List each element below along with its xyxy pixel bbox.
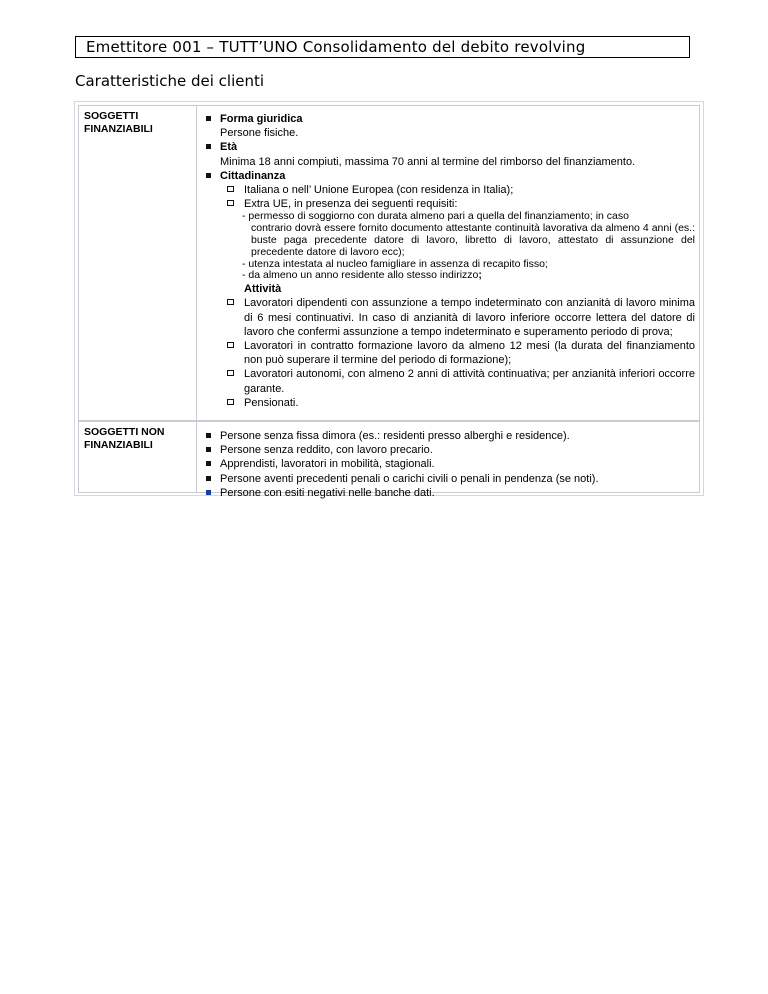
list-item-attivita-2: Lavoratori in contratto formazione lavoro da almeno 12 mesi (la durata del finanziamento non può superare il termine del periodo di formazione);: [204, 339, 695, 367]
list-item-cittadinanza-1: Italiana o nell’ Unione Europea (con residenza in Italia);: [204, 183, 695, 197]
document-header: [75, 36, 690, 58]
list-item: Apprendisti, lavoratori in mobilità, stagionali.: [204, 457, 695, 471]
list-item-cittadinanza-title: Cittadinanza: [204, 169, 695, 183]
header-title: Emettitore 001 – TUTT’UNO Consolidamento del debito revolving: [86, 38, 586, 56]
list-item: Persone aventi precedenti penali o carichi civili o penali in pendenza (se noti).: [204, 472, 695, 486]
requirement-utenza: - utenza intestata al nucleo famigliare in assenza di recapito fisso;: [242, 257, 548, 270]
requirement-residenza: - da almeno un anno residente allo stesso indirizzo;: [242, 269, 482, 282]
client-characteristics-table: [74, 101, 704, 499]
list-item: Persone senza fissa dimora (es.: residenti presso alberghi e residence).: [204, 429, 695, 443]
row-label: SOGGETTI NON FINANZIABILI: [79, 422, 197, 492]
table-row-finanziabili: [78, 105, 700, 421]
list-item-cittadinanza-2: Extra UE, in presenza dei seguenti requisiti:: [204, 197, 695, 211]
row-label: SOGGETTI FINANZIABILI: [79, 106, 197, 420]
list-item-attivita-1: Lavoratori dipendenti con assunzione a tempo indeterminato con anzianità di lavoro minima di 6 mesi continuativi. In caso di anzianità di lavoro inferiore occorre lettera del datore di lavoro che confermi assunzione a tempo indeterminato e superamento periodo di prova;: [204, 296, 695, 339]
section-title: Caratteristiche dei clienti: [75, 72, 265, 90]
attivita-title: Attività: [244, 283, 282, 296]
eta-text: Minima 18 anni compiuti, massima 70 anni al termine del rimborso del finanziamento.: [220, 155, 636, 168]
forma-text: Persone fisiche.: [220, 127, 299, 140]
list-item-forma-title: Forma giuridica: [204, 112, 695, 126]
list-item-eta-title: Età: [204, 140, 695, 154]
requirement-permesso: - permesso di soggiorno con durata almeno pari a quella del finanziamento; in caso contrario dovrà essere fornito documento attestante continuità lavorativa da almeno 4 anni (es.: buste paga precedente datore di lavoro, libretto di lavoro, attestato di assunzione del precedente datore di lavoro ecc);: [242, 210, 695, 258]
list-item-attivita-4: Pensionati.: [204, 396, 695, 410]
table-row-non-finanziabili: [78, 421, 700, 499]
list-item-attivita-3: Lavoratori autonomi, con almeno 2 anni di attività continuativa; per anzianità inferiori occorre garante.: [204, 367, 695, 395]
list-item: Persone senza reddito, con lavoro precario.: [204, 443, 695, 457]
list-item: Persone con esiti negativi nelle banche dati.: [204, 486, 695, 500]
row-content: [197, 106, 699, 420]
row-content: [197, 422, 699, 499]
